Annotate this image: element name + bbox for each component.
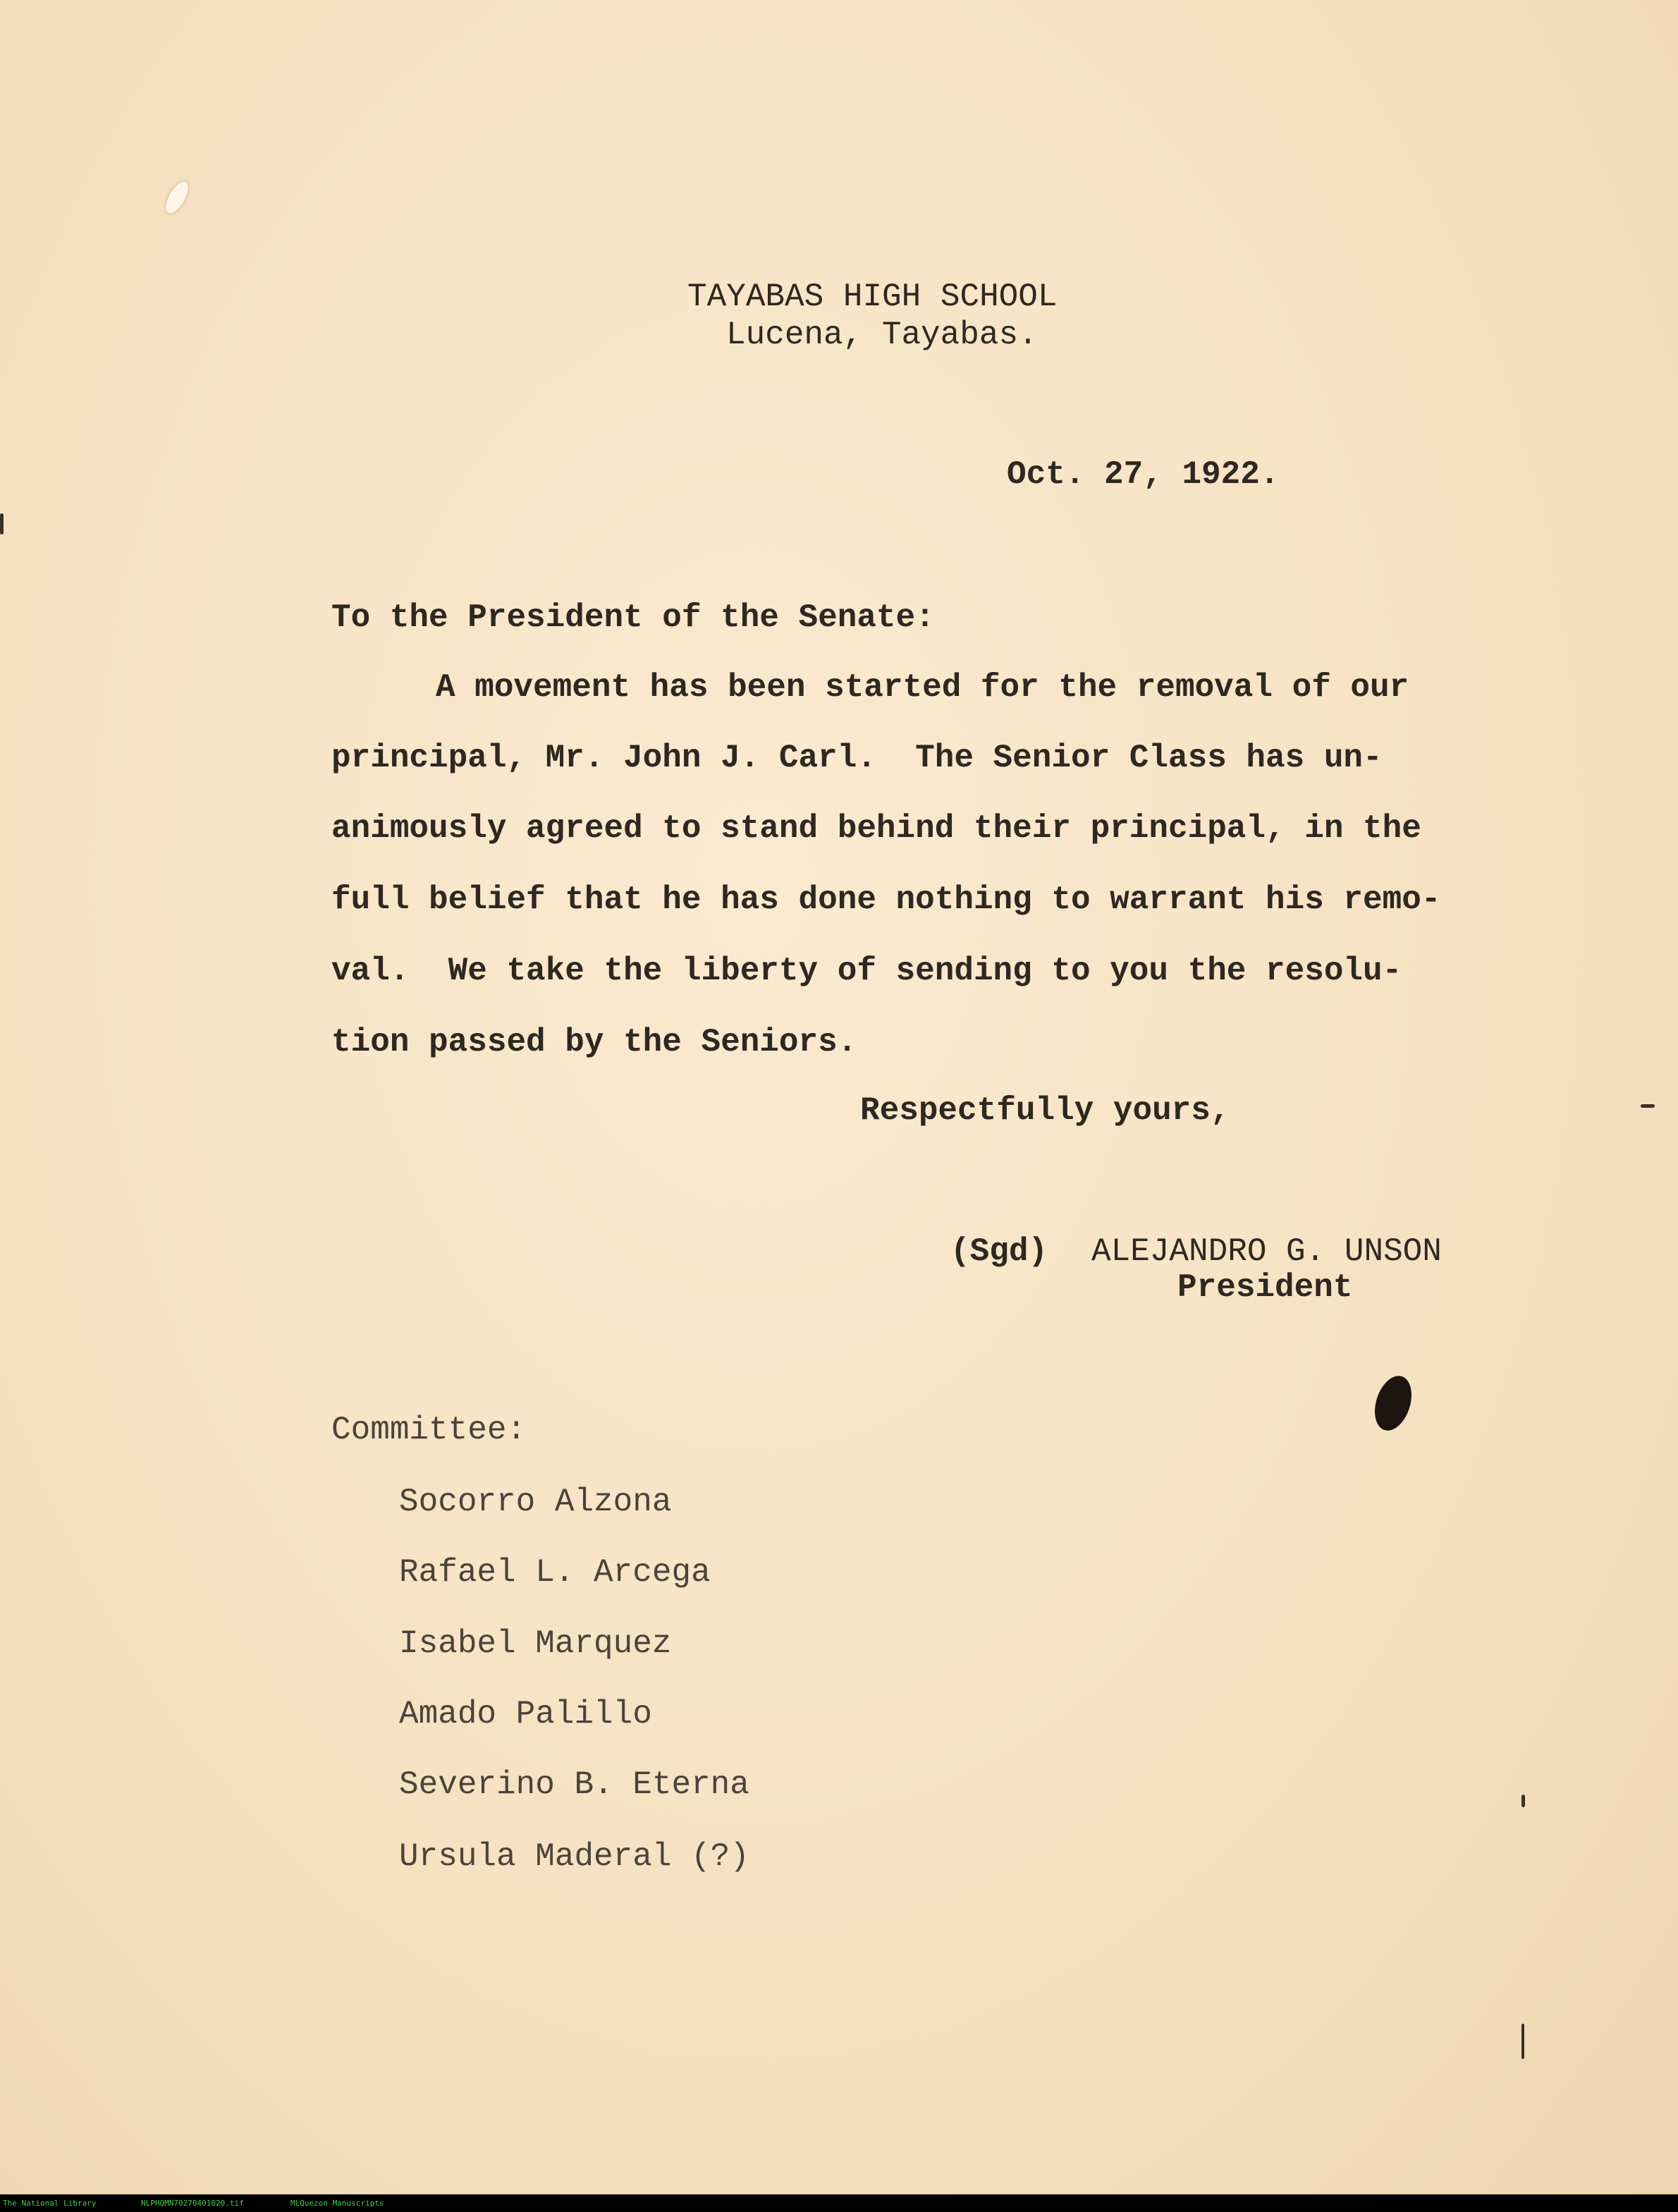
archive-footer — [0, 2194, 1678, 2212]
committee-member: Rafael L. Arcega — [399, 1554, 711, 1591]
committee-member: Isabel Marquez — [399, 1625, 672, 1662]
committee-member: Severino B. Eterna — [399, 1766, 749, 1803]
footer-collection: MLQuezon Manuscripts — [290, 2199, 384, 2208]
committee-heading: Committee: — [331, 1412, 527, 1448]
body-line: principal, Mr. John J. Carl. The Senior Class has un- — [331, 740, 1383, 776]
footer-file: NLPHQMN70270401020.tif — [141, 2199, 244, 2208]
edge-mark — [0, 513, 4, 534]
salutation: To the President of the Senate: — [331, 599, 935, 636]
committee-member: Socorro Alzona — [399, 1484, 672, 1520]
body-line: animously agreed to stand behind their principal, in the — [331, 810, 1421, 847]
committee-member: Amado Palillo — [399, 1696, 652, 1733]
ink-blot — [1368, 1371, 1418, 1436]
school-name: TAYABAS HIGH SCHOOL — [687, 279, 1058, 315]
body-line: val. We take the liberty of sending to you the resolu- — [331, 953, 1402, 989]
body-line: full belief that he has done nothing to warrant his remo- — [331, 881, 1441, 918]
letter-date: Oct. 27, 1922. — [1007, 456, 1280, 493]
edge-mark — [1641, 1104, 1655, 1108]
edge-mark — [1521, 1795, 1525, 1807]
body-line: tion passed by the Seniors. — [331, 1024, 857, 1061]
body-line: A movement has been started for the removal of our — [436, 669, 1409, 706]
signature-title: President — [1177, 1269, 1353, 1306]
school-location: Lucena, Tayabas. — [726, 317, 1038, 353]
footer-library: The National Library — [3, 2199, 97, 2208]
signature-name: ALEJANDRO G. UNSON — [1091, 1233, 1442, 1270]
signature-sgd: (Sgd) — [950, 1233, 1048, 1270]
committee-member: Ursula Maderal (?) — [399, 1838, 749, 1875]
closing: Respectfully yours, — [860, 1092, 1230, 1129]
edge-mark — [1521, 2024, 1524, 2059]
paper-crease-mark — [161, 178, 192, 216]
